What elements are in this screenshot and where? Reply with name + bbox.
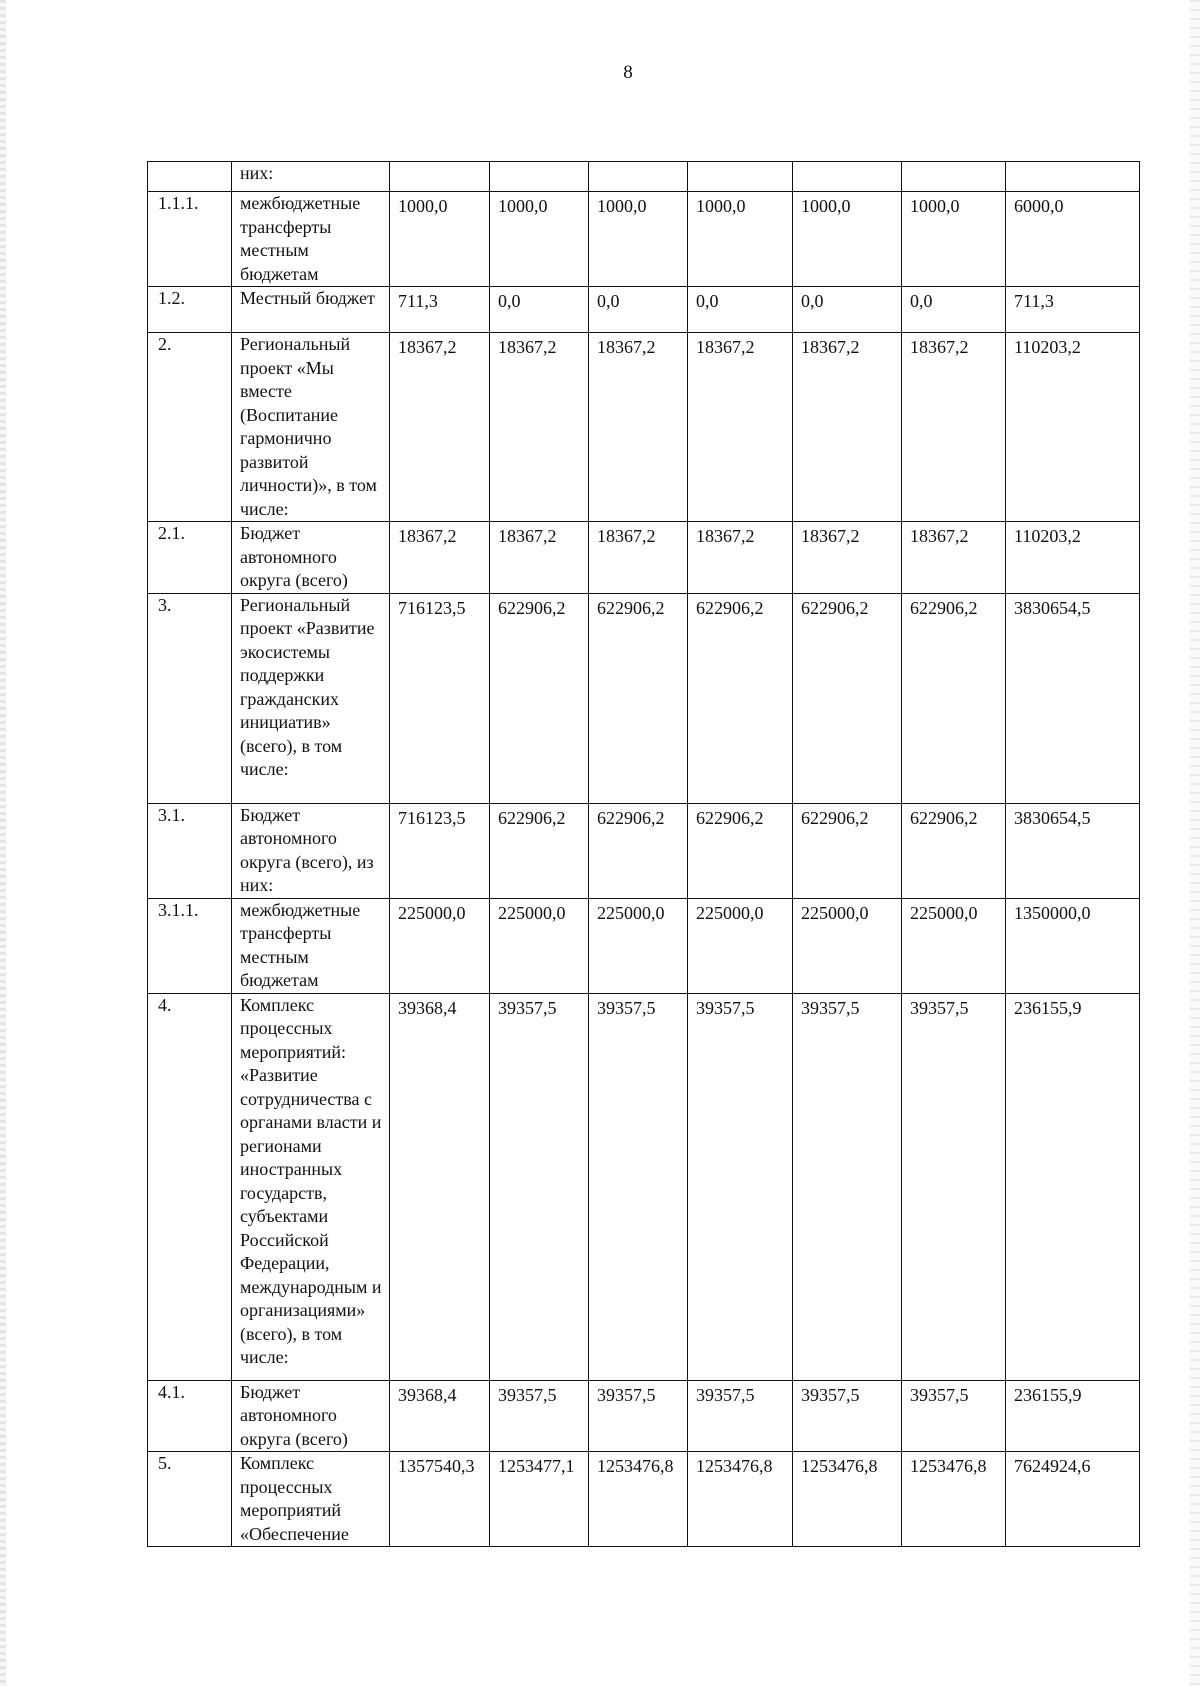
- row-name: Комплекс процессных мероприятий: «Развитие сотрудничества с органами власти и регионами иностранных государств, субъектами Российской Федерации, международным и организациями» (всего), в том числе:: [232, 993, 390, 1380]
- row-value: 39357,5: [490, 1380, 589, 1452]
- row-value: 1000,0: [490, 192, 589, 287]
- row-name: Комплекс процессных мероприятий «Обеспечение: [232, 1452, 390, 1547]
- row-total: 236155,9: [1006, 1380, 1140, 1452]
- table-row: [148, 162, 1140, 192]
- row-total: 711,3: [1006, 287, 1140, 333]
- row-value: [793, 162, 902, 192]
- row-total: 3830654,5: [1006, 593, 1140, 803]
- row-value: 18367,2: [490, 522, 589, 594]
- row-value: 18367,2: [390, 333, 490, 522]
- row-value: 39357,5: [793, 1380, 902, 1452]
- row-value: 39357,5: [902, 1380, 1006, 1452]
- row-value: [390, 162, 490, 192]
- row-name: Бюджет автономного округа (всего): [232, 1380, 390, 1452]
- row-value: 622906,2: [688, 593, 793, 803]
- row-name: них:: [232, 162, 390, 192]
- row-code: 4.1.: [148, 1380, 232, 1452]
- row-value: [688, 162, 793, 192]
- row-value: [589, 162, 688, 192]
- row-total: [1006, 162, 1140, 192]
- row-total: 236155,9: [1006, 993, 1140, 1380]
- table-row: [148, 993, 1140, 1380]
- row-value: 225000,0: [589, 898, 688, 993]
- row-value: 0,0: [793, 287, 902, 333]
- row-total: 3830654,5: [1006, 803, 1140, 898]
- row-value: 18367,2: [390, 522, 490, 594]
- row-value: 225000,0: [490, 898, 589, 993]
- row-name: межбюджетные трансферты местным бюджетам: [232, 898, 390, 993]
- row-code: 1.2.: [148, 287, 232, 333]
- row-code: 3.1.1.: [148, 898, 232, 993]
- row-value: 18367,2: [490, 333, 589, 522]
- row-value: 0,0: [902, 287, 1006, 333]
- row-value: 39357,5: [688, 993, 793, 1380]
- row-value: 18367,2: [902, 333, 1006, 522]
- row-value: 39357,5: [902, 993, 1006, 1380]
- scan-edge-right: [1190, 0, 1200, 1686]
- row-value: 225000,0: [390, 898, 490, 993]
- row-name: Местный бюджет: [232, 287, 390, 333]
- row-code: 4.: [148, 993, 232, 1380]
- row-code: 3.: [148, 593, 232, 803]
- row-value: 716123,5: [390, 803, 490, 898]
- row-total: 1350000,0: [1006, 898, 1140, 993]
- row-name: Бюджет автономного округа (всего), из них:: [232, 803, 390, 898]
- table-row: [148, 803, 1140, 898]
- row-value: 622906,2: [589, 593, 688, 803]
- row-total: 7624924,6: [1006, 1452, 1140, 1547]
- row-value: 39357,5: [688, 1380, 793, 1452]
- table-row: [148, 287, 1140, 333]
- row-value: 1000,0: [793, 192, 902, 287]
- table-row: [148, 593, 1140, 803]
- budget-table: [147, 161, 1140, 1547]
- row-value: 1253477,1: [490, 1452, 589, 1547]
- row-value: 622906,2: [589, 803, 688, 898]
- page-number: 8: [623, 62, 633, 83]
- row-value: [490, 162, 589, 192]
- row-value: 225000,0: [793, 898, 902, 993]
- row-code: [148, 162, 232, 192]
- row-value: 0,0: [688, 287, 793, 333]
- row-value: 39357,5: [589, 1380, 688, 1452]
- row-value: 622906,2: [902, 803, 1006, 898]
- row-value: 1357540,3: [390, 1452, 490, 1547]
- row-value: 0,0: [490, 287, 589, 333]
- row-value: 716123,5: [390, 593, 490, 803]
- row-value: 1000,0: [589, 192, 688, 287]
- table-row: [148, 192, 1140, 287]
- row-name: Региональный проект «Развитие экосистемы поддержки гражданских инициатив» (всего), в том числе:: [232, 593, 390, 803]
- row-value: 622906,2: [490, 803, 589, 898]
- row-value: 622906,2: [902, 593, 1006, 803]
- table-body: [148, 162, 1140, 1547]
- row-code: 5.: [148, 1452, 232, 1547]
- row-value: 0,0: [589, 287, 688, 333]
- row-value: 1253476,8: [902, 1452, 1006, 1547]
- row-value: 1000,0: [390, 192, 490, 287]
- row-value: 711,3: [390, 287, 490, 333]
- row-name: Региональный проект «Мы вместе (Воспитание гармонично развитой личности)», в том числе:: [232, 333, 390, 522]
- row-value: 622906,2: [793, 803, 902, 898]
- row-value: 622906,2: [793, 593, 902, 803]
- row-total: 6000,0: [1006, 192, 1140, 287]
- row-total: 110203,2: [1006, 333, 1140, 522]
- row-code: 2.1.: [148, 522, 232, 594]
- row-value: 39357,5: [490, 993, 589, 1380]
- table-row: [148, 522, 1140, 594]
- row-value: [902, 162, 1006, 192]
- table-row: [148, 1452, 1140, 1547]
- row-value: 18367,2: [589, 522, 688, 594]
- row-value: 18367,2: [793, 333, 902, 522]
- row-value: 622906,2: [490, 593, 589, 803]
- row-value: 1253476,8: [589, 1452, 688, 1547]
- row-name: межбюджетные трансферты местным бюджетам: [232, 192, 390, 287]
- row-code: 3.1.: [148, 803, 232, 898]
- scan-edge-left: [0, 0, 6, 1686]
- table-row: [148, 333, 1140, 522]
- row-value: 39368,4: [390, 993, 490, 1380]
- row-value: 18367,2: [793, 522, 902, 594]
- row-value: 622906,2: [688, 803, 793, 898]
- row-value: 225000,0: [902, 898, 1006, 993]
- row-value: 1000,0: [902, 192, 1006, 287]
- row-value: 1253476,8: [793, 1452, 902, 1547]
- row-code: 1.1.1.: [148, 192, 232, 287]
- row-value: 18367,2: [589, 333, 688, 522]
- table-row: [148, 898, 1140, 993]
- row-value: 39357,5: [793, 993, 902, 1380]
- row-value: 1000,0: [688, 192, 793, 287]
- row-value: 225000,0: [688, 898, 793, 993]
- row-value: 1253476,8: [688, 1452, 793, 1547]
- table-row: [148, 1380, 1140, 1452]
- row-value: 39357,5: [589, 993, 688, 1380]
- row-value: 18367,2: [688, 522, 793, 594]
- row-value: 39368,4: [390, 1380, 490, 1452]
- row-value: 18367,2: [688, 333, 793, 522]
- row-total: 110203,2: [1006, 522, 1140, 594]
- row-name: Бюджет автономного округа (всего): [232, 522, 390, 594]
- row-value: 18367,2: [902, 522, 1006, 594]
- row-code: 2.: [148, 333, 232, 522]
